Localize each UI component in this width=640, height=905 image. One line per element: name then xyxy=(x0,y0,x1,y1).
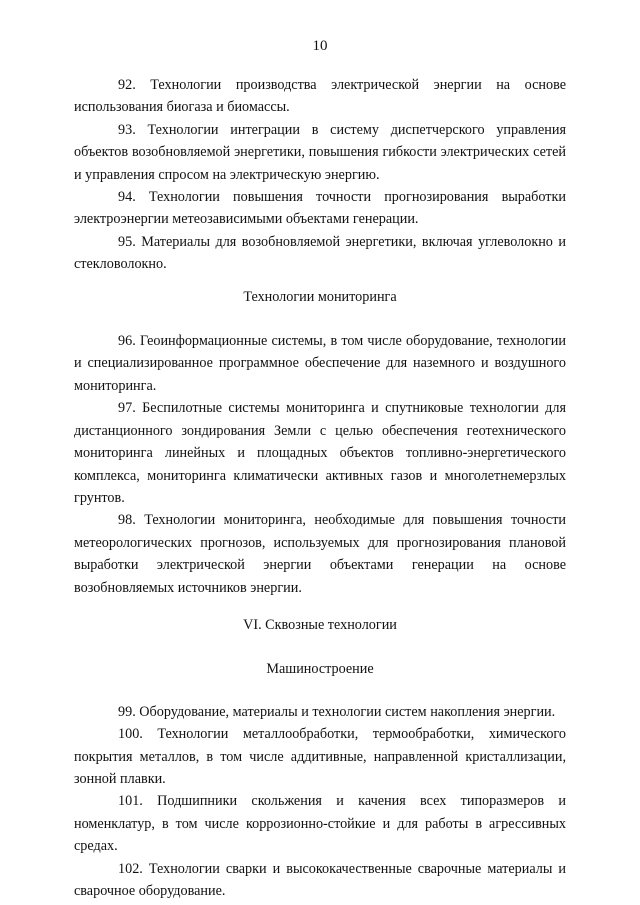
paragraph-94: 94. Технологии повышения точности прогнозирования выработки электроэнергии метеозависимыми объектами генерации. xyxy=(74,189,566,228)
paragraph-96: 96. Геоинформационные системы, в том числе оборудование, технологии и специализированное программное обеспечение для наземного и воздушного мониторинга. xyxy=(74,333,566,394)
paragraph-98: 98. Технологии мониторинга, необходимые для повышения точности метеорологических прогнозов, используемых для прогнозирования плановой выработки электрической энергии объектами генерации на основе возобновляемых источников энергии. xyxy=(74,512,566,596)
paragraph-99: 99. Оборудование, материалы и технологии систем накопления энергии. xyxy=(118,703,556,720)
paragraph-97: 97. Беспилотные системы мониторинга и спутниковые технологии для дистанционного зондирования Земли с целью обеспечения геотехнического мониторинга линейных и площадных объектов топливно-энергетического комплекса, мониторинга климатически активных газов и многолетнемерзлых грунтов. xyxy=(74,400,566,506)
heading-monitoring: Технологии мониторинга xyxy=(243,288,397,305)
paragraph-100: 100. Технологии металлообработки, термообработки, химического покрытия металлов, в том числе аддитивные, направленной кристаллизации, зонной плавки. xyxy=(74,726,566,787)
paragraph-95: 95. Материалы для возобновляемой энергетики, включая углеволокно и стекловолокно. xyxy=(74,233,566,273)
page-number: 10 xyxy=(312,38,328,54)
paragraph-102: 102. Технологии сварки и высококачественные сварочные материалы и сварочное оборудование. xyxy=(74,860,566,899)
paragraph-93: 93. Технологии интеграции в систему диспетчерского управления объектов возобновляемой энергетики, повышения гибкости электрических сетей и управления спросом на электрическую энергию. xyxy=(74,121,566,183)
document-body xyxy=(74,74,566,902)
paragraph-92: 92. Технологии производства электрической энергии на основе использования биогаза и биомассы. xyxy=(74,77,566,116)
heading-machinery: Машиностроение xyxy=(266,661,374,678)
paragraph-101: 101. Подшипники скольжения и качения всех типоразмеров и номенклатур, в том числе коррозионно-стойкие и для работы в агрессивных средах. xyxy=(74,793,566,855)
heading-section-vi: VI. Сквозные технологии xyxy=(243,616,397,633)
